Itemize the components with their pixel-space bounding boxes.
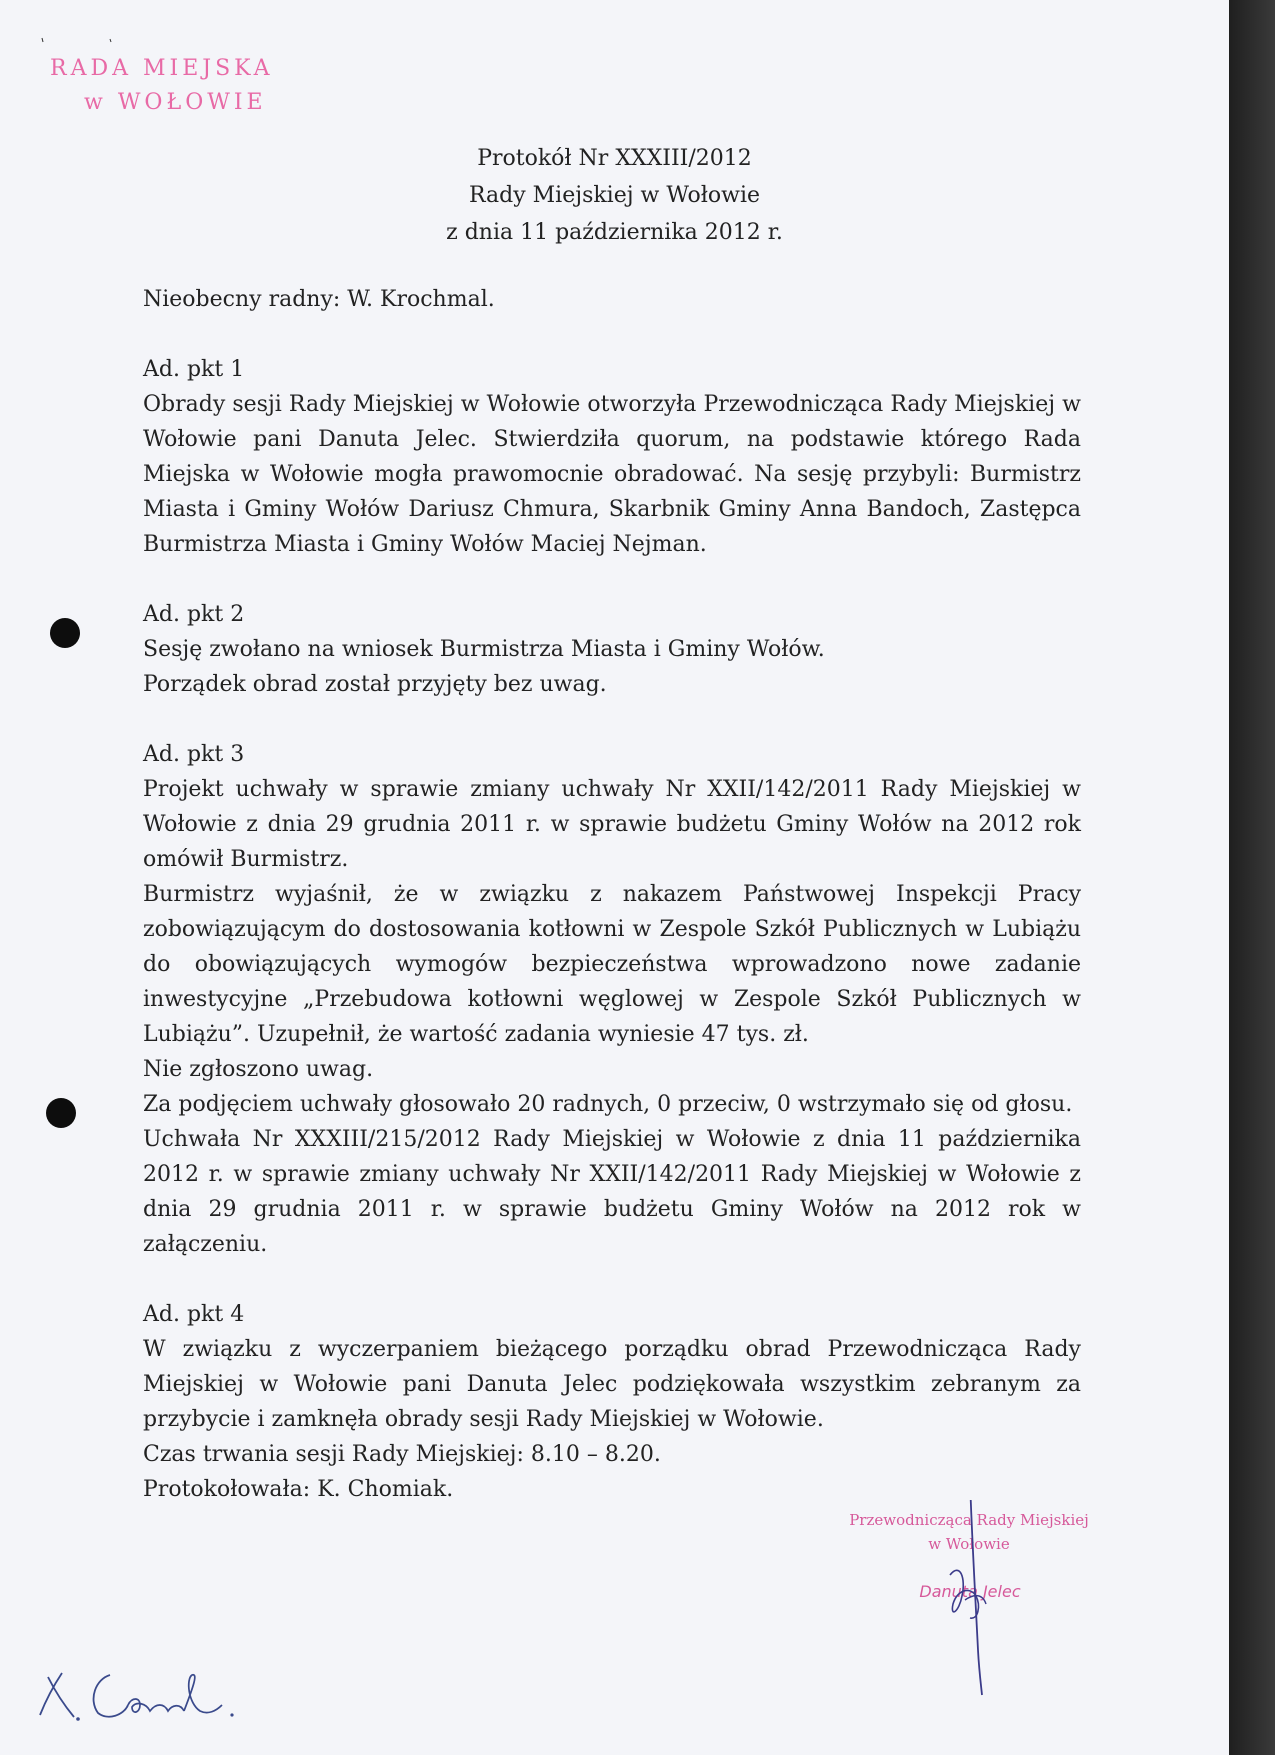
section-heading: Ad. pkt 2 (143, 602, 245, 627)
council-stamp (50, 52, 350, 120)
section-3 (143, 737, 1081, 1262)
section-paragraph: Protokołowała: K. Chomiak. (143, 1477, 454, 1502)
chairwoman-signature-icon (810, 1500, 1110, 1700)
section-paragraph: W związku z wyczerpaniem bieżącego porządku obrad Przewodnicząca Rady Miejskiej w Wołowie pani Danuta Jelec podziękowała wszystkim zebranym za przybycie i zamknęła obrady sesji Rady Miejskiej w Wołowie. (143, 1337, 1081, 1432)
scan-edge (1229, 0, 1275, 1755)
chairwoman-name: Danuta Jelec (919, 1582, 1021, 1601)
chairwoman-signature-block (810, 1500, 1110, 1700)
secretary-signature-icon (28, 1645, 268, 1735)
document-header (0, 140, 1229, 251)
chairwoman-stamp-line-2: w Wołowie (928, 1535, 1010, 1553)
document-body (143, 282, 1081, 1507)
section-paragraph: Za podjęciem uchwały głosowało 20 radnych, 0 przeciw, 0 wstrzymało się od głosu. (143, 1092, 1073, 1117)
section-heading: Ad. pkt 1 (143, 357, 245, 382)
header-date: z dnia 11 października 2012 r. (446, 220, 783, 245)
section-heading: Ad. pkt 3 (143, 742, 245, 767)
section-paragraph: Porządek obrad został przyjęty bez uwag. (143, 672, 607, 697)
punch-hole-top (50, 618, 80, 648)
section-4 (143, 1297, 1081, 1507)
absent-councillor: Nieobecny radny: W. Krochmal. (143, 287, 495, 312)
section-paragraph: Sesję zwołano na wniosek Burmistrza Miasta i Gminy Wołów. (143, 637, 825, 662)
section-paragraph: Czas trwania sesji Rady Miejskiej: 8.10 – 8.20. (143, 1442, 661, 1467)
section-paragraph: Burmistrz wyjaśnił, że w związku z nakazem Państwowej Inspekcji Pracy zobowiązującym do dostosowania kotłowni w Zespole Szkół Publicznych w Lubiążu do obowiązujących wymogów bezpieczeństwa wprowadzono nowe zadanie inwestycyjne „Przebudowa kotłowni węglowej w Zespole Szkół Publicznych w Lubiążu”. Uzupełnił, że wartość zadania wyniesie 47 tys. zł. (143, 882, 1081, 1047)
section-paragraph: Nie zgłoszono uwag. (143, 1057, 374, 1082)
punch-hole-bottom (46, 1098, 76, 1128)
stamp-line-1: RADA MIEJSKA (50, 56, 274, 81)
section-paragraph: Obrady sesji Rady Miejskiej w Wołowie otworzyła Przewodnicząca Rady Miejskiej w Wołowie pani Danuta Jelec. Stwierdziła quorum, na podstawie którego Rada Miejska w Wołowie mogła prawomocnie obradować. Na sesję przybyli: Burmistrz Miasta i Gminy Wołów Dariusz Chmura, Skarbnik Gminy Anna Bandoch, Zastępca Burmistrza Miasta i Gminy Wołów Maciej Nejman. (143, 392, 1081, 557)
section-heading: Ad. pkt 4 (143, 1302, 245, 1327)
section-2 (143, 597, 1081, 702)
section-paragraph: Projekt uchwały w sprawie zmiany uchwały Nr XXII/142/2011 Rady Miejskiej w Wołowie z dnia 29 grudnia 2011 r. w sprawie budżetu Gminy Wołów na 2012 rok omówił Burmistrz. (143, 777, 1081, 872)
stamp-marks (40, 36, 120, 44)
header-council: Rady Miejskiej w Wołowie (468, 183, 761, 208)
section-paragraph: Uchwała Nr XXXIII/215/2012 Rady Miejskiej w Wołowie z dnia 11 października 2012 r. w sprawie zmiany uchwały Nr XXII/142/2011 Rady Miejskiej w Wołowie z dnia 29 grudnia 2011 r. w sprawie budżetu Gminy Wołów na 2012 rok w załączeniu. (143, 1127, 1081, 1257)
chairwoman-stamp-line-1: Przewodnicząca Rady Miejskiej (849, 1511, 1089, 1529)
section-1 (143, 352, 1081, 562)
header-title: Protokół Nr XXXIII/2012 (477, 146, 752, 171)
stamp-line-2: w WOŁOWIE (84, 90, 267, 115)
